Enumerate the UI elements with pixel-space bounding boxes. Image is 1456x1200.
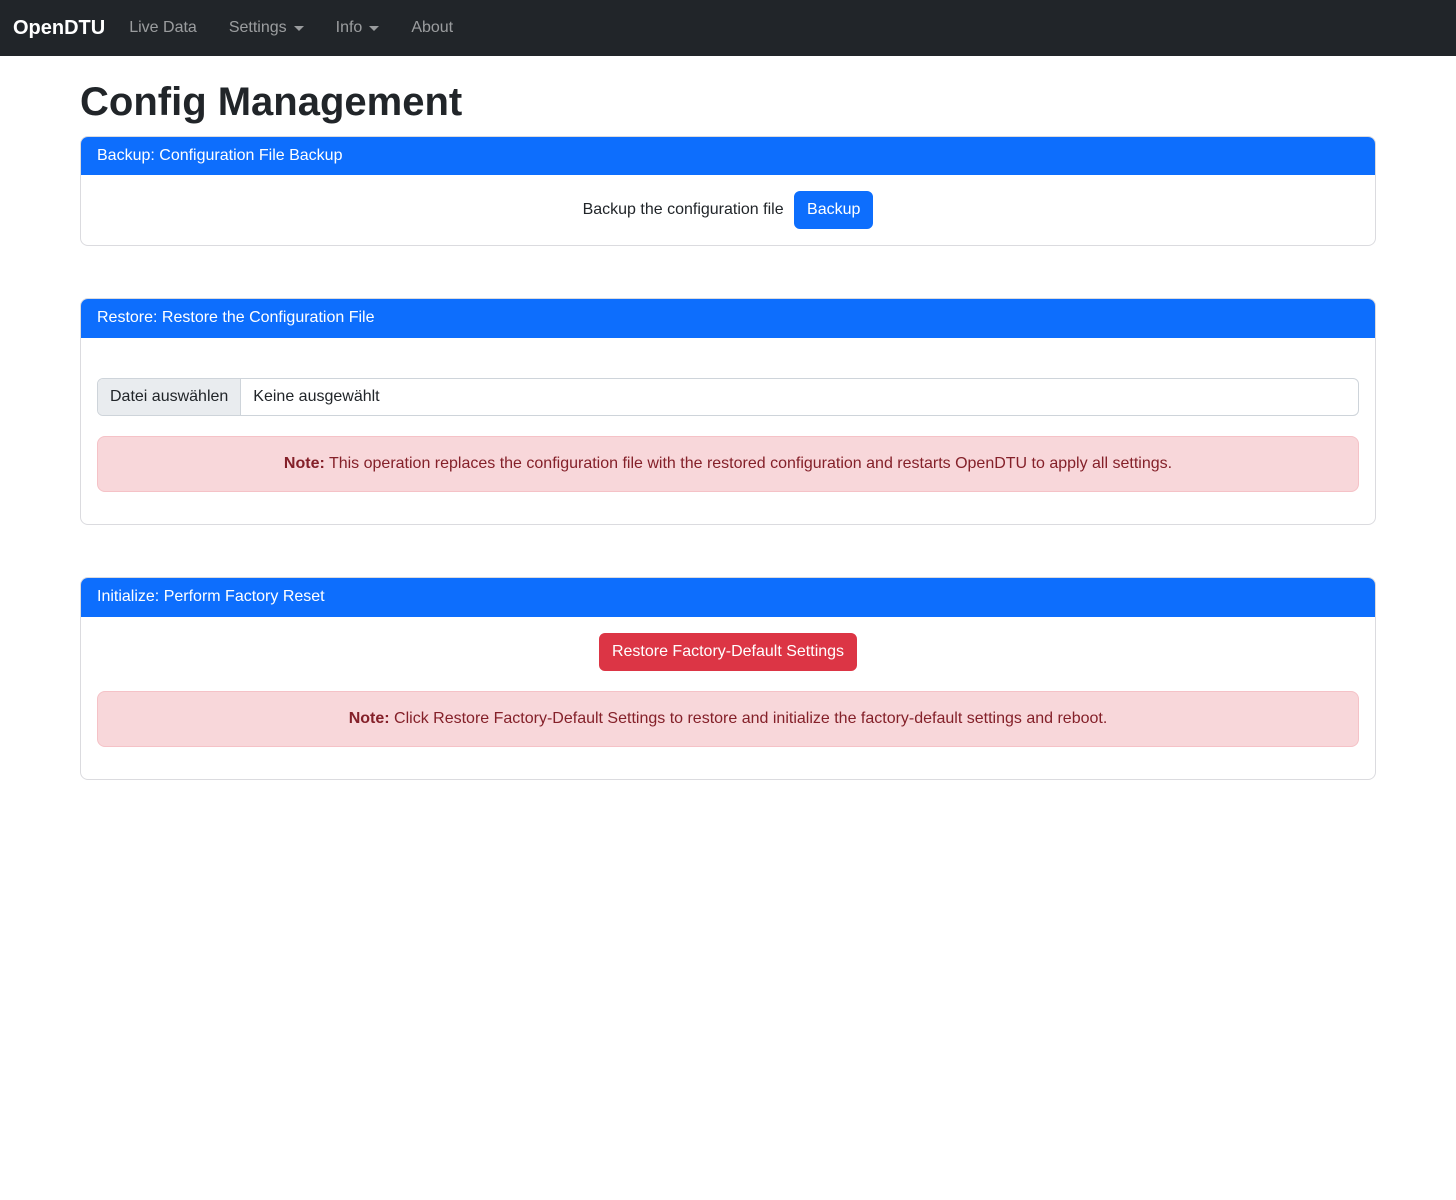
- chevron-down-icon: [294, 26, 304, 31]
- restore-card-header: Restore: Restore the Configuration File: [81, 299, 1375, 337]
- backup-card: [80, 136, 1376, 246]
- file-selected-status: Keine ausgewählt: [253, 387, 380, 405]
- initialize-card-header: Initialize: Perform Factory Reset: [81, 578, 1375, 616]
- nav-item-settings[interactable]: [221, 11, 312, 45]
- nav-item-live-data[interactable]: [121, 11, 205, 45]
- nav-item-about[interactable]: [403, 11, 461, 45]
- note-label: Note:: [348, 709, 390, 727]
- navbar-brand[interactable]: OpenDTU: [13, 16, 106, 39]
- backup-button[interactable]: Backup: [794, 191, 873, 229]
- backup-card-body: [81, 175, 1375, 245]
- factory-reset-button[interactable]: Restore Factory-Default Settings: [599, 633, 857, 671]
- chevron-down-icon: [369, 26, 379, 31]
- restore-file-input[interactable]: [97, 378, 1359, 416]
- nav-item-label: Info: [335, 19, 363, 36]
- nav-item-label: Live Data: [129, 19, 197, 36]
- nav-item-label: About: [411, 19, 454, 36]
- file-select-button[interactable]: Datei auswählen: [98, 379, 241, 415]
- page-title: Config Management: [80, 80, 463, 124]
- restore-card-body: [81, 338, 1375, 524]
- backup-label: Backup the configuration file: [582, 201, 784, 219]
- navbar-links: [121, 11, 461, 45]
- initialize-card-body: [81, 617, 1375, 779]
- nav-item-info[interactable]: [328, 11, 388, 45]
- note-label: Note:: [283, 454, 325, 472]
- backup-card-header: Backup: Configuration File Backup: [81, 137, 1375, 175]
- main-content: [68, 78, 1388, 780]
- restore-card: [80, 298, 1376, 525]
- nav-item-label: Settings: [228, 19, 287, 36]
- navbar: [0, 0, 1456, 56]
- note-text: Click Restore Factory-Default Settings to restore and initialize the factory-default settings and reboot.: [389, 709, 1108, 727]
- note-text: This operation replaces the configuration file with the restored configuration and restarts OpenDTU to apply all settings.: [324, 454, 1173, 472]
- initialize-note-alert: [97, 691, 1359, 747]
- restore-note-alert: [97, 436, 1359, 492]
- initialize-card: [80, 577, 1376, 780]
